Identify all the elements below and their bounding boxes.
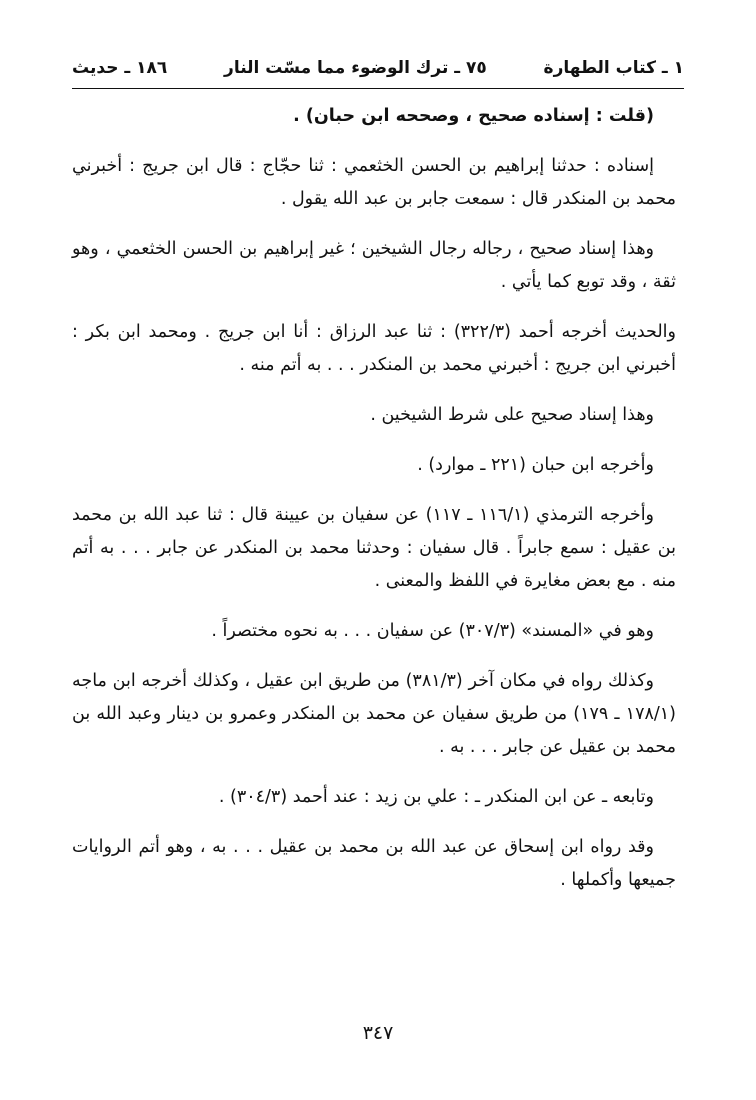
- paragraph: والحديث أخرجه أحمد (٣٢٢/٣) : ثنا عبد الرزاق : أنا ابن جريج . ومحمد ابن بكر : أخبرني ابن جريج : أخبرني محمد بن المنكدر . . . به أتم منه .: [72, 322, 676, 375]
- header-chapter: ١ ـ كتاب الطهارة: [543, 58, 684, 78]
- paragraph: وهذا إسناد صحيح ، رجاله رجال الشيخين ؛ غير إبراهيم بن الحسن الخثعمي ، وهو ثقة ، وقد توبع كما يأتي .: [72, 239, 676, 292]
- paragraph: وأخرجه الترمذي (١١٦/١ ـ ١١٧) عن سفيان بن عيينة قال : ثنا عبد الله بن محمد بن عقيل : سمع جابراً . قال سفيان : وحدثنا محمد بن المنكدر عن جابر . . . به أتم منه . مع بعض مغايرة في اللفظ والمعنى .: [72, 505, 676, 591]
- running-header: [72, 58, 684, 84]
- page-number: ٣٤٧: [362, 1022, 394, 1044]
- header-hadith-number: ١٨٦ ـ حديث: [72, 58, 168, 78]
- paragraph: وهو في «المسند» (٣٠٧/٣) عن سفيان . . . به نحوه مختصراً .: [211, 621, 654, 641]
- paragraph: وتابعه ـ عن ابن المنكدر ـ : علي بن زيد : عند أحمد (٣٠٤/٣) .: [218, 787, 654, 807]
- header-divider: [72, 88, 684, 89]
- paragraph: وهذا إسناد صحيح على شرط الشيخين .: [370, 405, 654, 425]
- paragraph-verdict: (قلت : إسناده صحيح ، وصححه ابن حبان) .: [293, 106, 654, 126]
- paragraph: وأخرجه ابن حبان (٢٢١ ـ موارد) .: [417, 455, 654, 475]
- paragraph: وقد رواه ابن إسحاق عن عبد الله بن محمد بن عقيل . . . به ، وهو أتم الروايات جميعها وأكملها .: [72, 837, 676, 890]
- page-body: [72, 100, 676, 914]
- paragraph: وكذلك رواه في مكان آخر (٣٨١/٣) من طريق ابن عقيل ، وكذلك أخرجه ابن ماجه (١٧٨/١ ـ ١٧٩) من طريق سفيان عن محمد بن المنكدر وعمرو بن دينار وعبد الله بن محمد بن عقيل عن جابر . . . به .: [72, 671, 676, 757]
- paragraph-isnad: إسناده : حدثنا إبراهيم بن الحسن الخثعمي : ثنا حجّاج : قال ابن جريج : أخبرني محمد بن المنكدر قال : سمعت جابر بن عبد الله يقول .: [72, 156, 676, 209]
- header-section: ٧٥ ـ ترك الوضوء مما مسّت النار: [224, 58, 487, 78]
